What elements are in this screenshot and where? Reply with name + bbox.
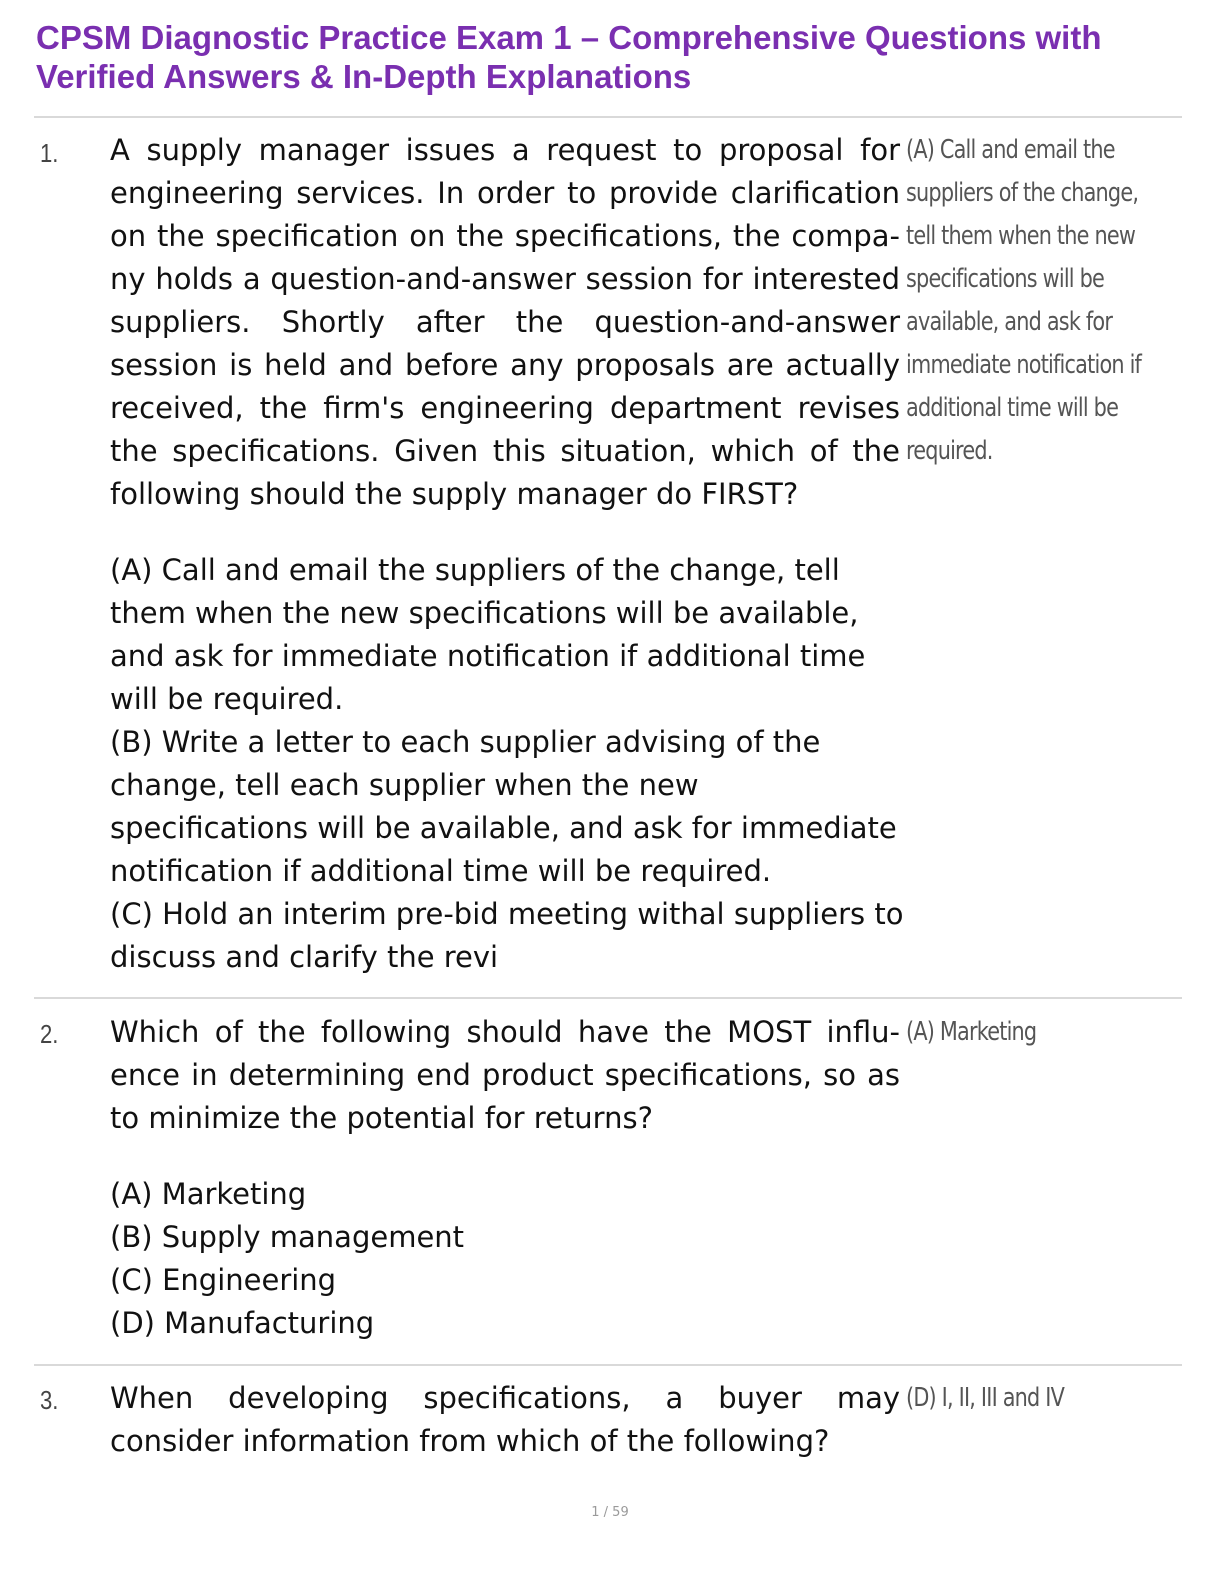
option-a: (A) Marketing [110,1177,307,1211]
option-b: (B) Supply management [110,1220,465,1254]
question-number: 2. [40,1019,59,1049]
page-number: 1 / 59 [591,1505,629,1520]
option-d: (D) Manufacturing [110,1306,375,1340]
option-c: (C) Hold an interim pre-bid meeting withal suppliers to discuss and clarify the revi [110,897,904,974]
question-text: When developing specifications, a buyer may consider information from which of the following? [110,1381,900,1458]
option-b: (B) Write a letter to each supplier advising of the change, tell each supplier when the new specifications will be available, and ask for immediate notification if additional time will be required. [110,725,897,888]
option-a: (A) Call and email the suppliers of the change, tell them when the new specifications will be available, and ask for immediate notification if additional time will be required. [110,553,866,716]
answer-text: (A) Call and email the suppliers of the change, tell them when the new specifications will be available, and ask for immediate notification if additional time will be required. [906,135,1142,466]
question-divider [34,997,1182,999]
question-text: Which of the following should have the MOST influence in determining end product specifications, so as to minimize the potential for returns? [110,1015,900,1135]
option-c: (C) Engineering [110,1263,337,1297]
question-number: 1. [40,138,59,168]
answer-text: (D) I, II, III and IV [906,1383,1065,1413]
answer-text: (A) Marketing [906,1017,1037,1047]
question-text: A supply manager issues a request to proposal for engineering services. In order to provide clarification on the specification on the specifications, the company holds a question-and-answer session for interested suppliers. Shortly after the question-and-answer session is held and before any proposals are actually received, the firm's engineering department revises the specifications. Given this situation, which of the following should the supply manager do FIRST? [110,133,900,511]
question-divider [34,1364,1182,1366]
title-divider [34,116,1182,118]
question-options [110,549,905,979]
document-title: CPSM Diagnostic Practice Exam 1 – Comprehensive Questions with Verified Answers & In-Depth Explanations [36,19,1102,95]
question-number: 3. [40,1385,59,1415]
question-options [110,1173,905,1345]
